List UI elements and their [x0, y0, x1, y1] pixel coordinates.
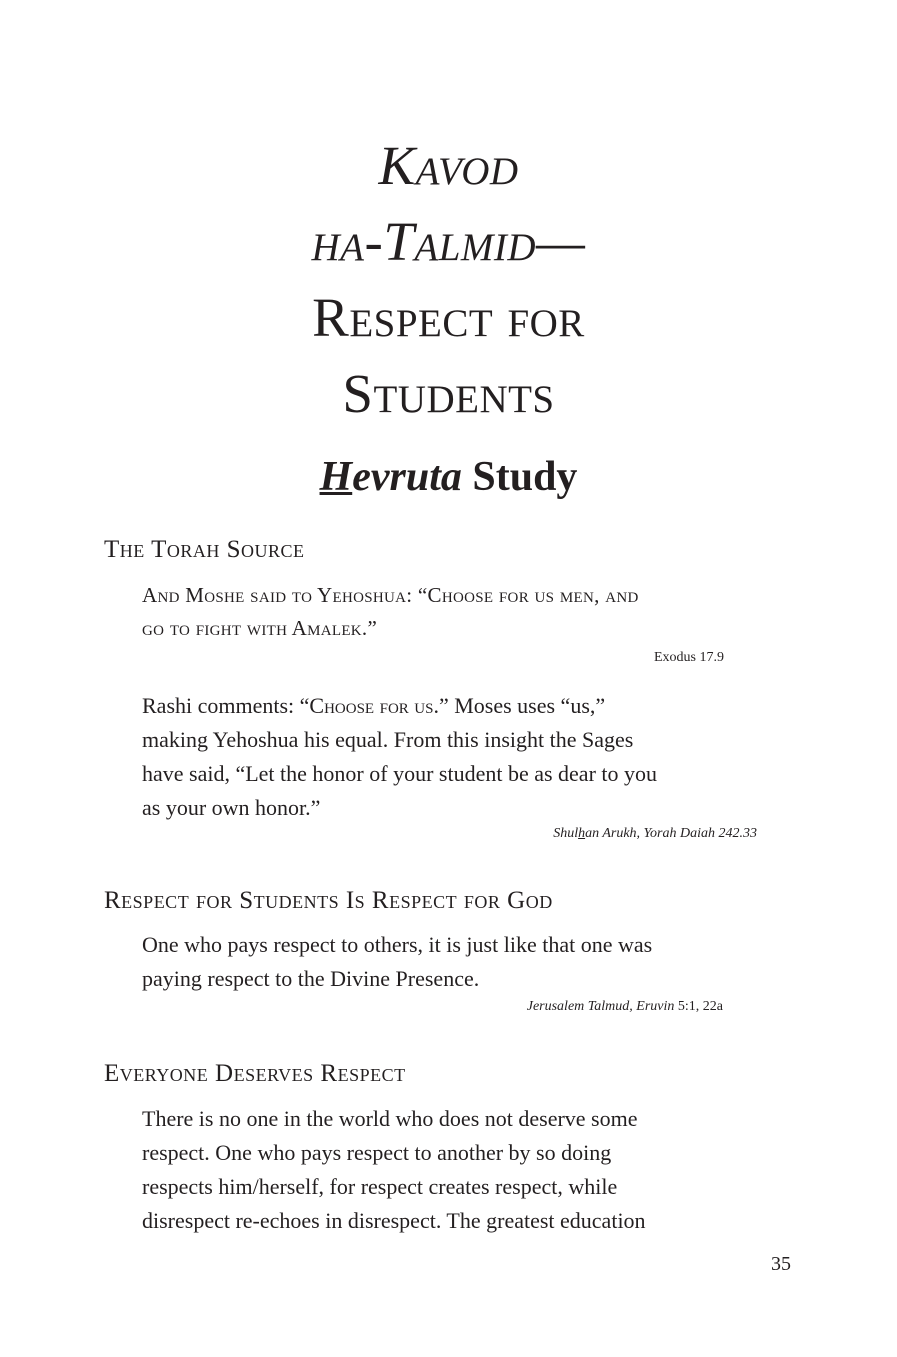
commentary-line: have said, “Let the honor of your student be as dear to you [142, 761, 658, 786]
everyone-respect-text [142, 1102, 762, 1238]
respect-god-text [142, 928, 762, 996]
commentary-caps: Choose for us [309, 693, 434, 718]
subtitle-word-2: Study [472, 454, 578, 500]
text-line: respects him/herself, for respect creates respect, while [142, 1174, 618, 1199]
torah-quote [142, 579, 762, 645]
torah-quote-line: And Moshe said to Yehoshua: “Choose for us men, and [142, 583, 639, 607]
rashi-commentary [142, 689, 762, 825]
citation-part: Shul [553, 826, 579, 841]
commentary-citation [470, 826, 757, 842]
title-line-1: Kavod [378, 135, 519, 196]
subtitle-word-rest: evruta [352, 454, 462, 500]
commentary-line: as your own honor.” [142, 795, 321, 820]
commentary-prefix: Rashi comments: “ [142, 693, 310, 718]
torah-quote-line: go to fight with Amalek.” [142, 616, 378, 640]
citation-italic: Jerusalem Talmud, Eruvin [526, 999, 675, 1014]
text-line: disrespect re-echoes in disrespect. The greatest education [142, 1208, 646, 1233]
heading-torah-source: The Torah Source [104, 536, 305, 563]
citation-part-underlined: h [578, 826, 586, 841]
commentary-line: making Yehoshua his equal. From this insight the Sages [142, 727, 634, 752]
subtitle-italic-word [320, 454, 462, 500]
title-line-4: Students [342, 363, 555, 424]
citation-part: an Arukh, Yorah Daiah 242.33 [585, 826, 757, 841]
section-subtitle [0, 449, 897, 505]
torah-quote-citation: Exodus 17.9 [654, 650, 724, 665]
heading-everyone-deserves-respect: Everyone Deserves Respect [104, 1060, 406, 1087]
text-line: There is no one in the world who does not deserve some [142, 1106, 638, 1131]
subtitle-underlined-letter: H [319, 454, 353, 500]
commentary-rest: .” Moses uses “us,” [433, 693, 606, 718]
title-line-3: Respect for [312, 287, 585, 348]
title-line-2: ha-Talmid— [311, 211, 586, 272]
text-line: respect. One who pays respect to another by so doing [142, 1140, 612, 1165]
talmud-citation [470, 999, 723, 1015]
chapter-title [0, 128, 897, 432]
citation-plain: 5:1, 22a [674, 999, 723, 1014]
page-number: 35 [771, 1253, 791, 1275]
text-line: One who pays respect to others, it is just like that one was [142, 932, 653, 957]
commentary-line [142, 689, 762, 723]
text-line: paying respect to the Divine Presence. [142, 966, 480, 991]
heading-respect-for-god: Respect for Students Is Respect for God [104, 887, 553, 914]
